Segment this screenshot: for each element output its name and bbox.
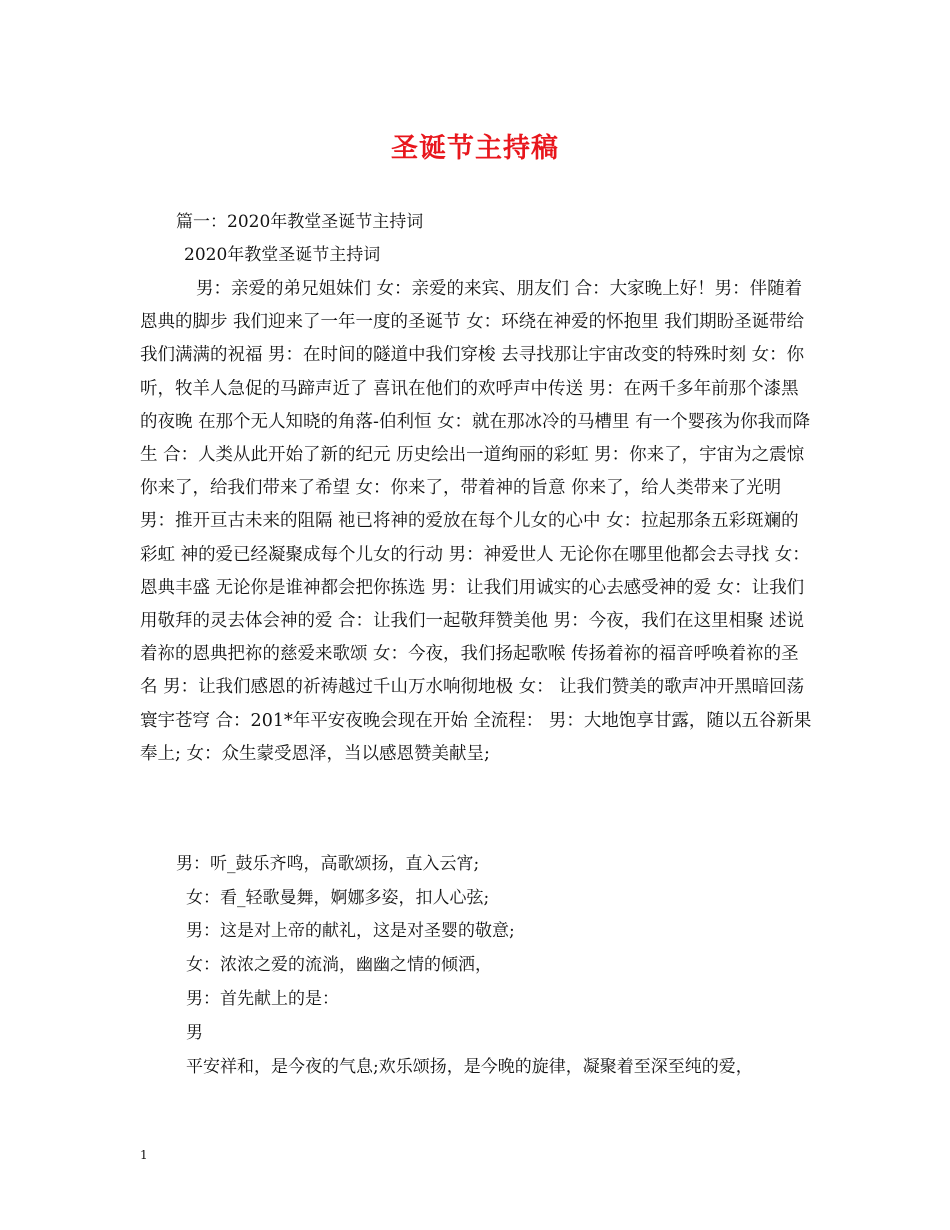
page-number: 1: [140, 1148, 148, 1162]
script-line: 平安祥和，是今夜的气息;欢乐颂扬，是今晚的旋律，凝聚着至深至纯的爱，: [186, 1057, 753, 1077]
sub-heading: 2020年教堂圣诞节主持词: [184, 245, 381, 265]
script-line: 男：听_鼓乐齐鸣，高歌颂扬，直入云宵;: [176, 854, 480, 874]
script-line: 男: [186, 1023, 203, 1043]
script-line: 男：首先献上的是：: [186, 989, 339, 1009]
script-line: 男：这是对上帝的献礼，这是对圣婴的敬意;: [186, 921, 515, 941]
script-line: 女：看_轻歌曼舞，婀娜多姿，扣人心弦;: [186, 888, 490, 908]
section-heading: 篇一：2020年教堂圣诞节主持词: [176, 212, 424, 232]
document-title: 圣诞节主持稿: [391, 133, 559, 164]
body-paragraph: 男：亲爱的弟兄姐妹们 女：亲爱的来宾、朋友们 合：大家晚上好！男：伴随着恩典的脚步 我们迎来了一年一度的圣诞节 女：环绕在神爱的怀抱里 我们期盼圣诞带给我们满满的祝福 男：在时间的隧道中我们穿梭 去寻找那让宇宙改变的特殊时刻 女：你听，牧羊人急促的马蹄声近了 喜讯在他们的欢呼声中传送 男：在两千多年前那个漆黑的夜晚 在那个无人知晓的角落-伯利恒 女：就在那冰冷的马槽里 有一个婴孩为你我而降生 合：人类从此开始了新的纪元 历史绘出一道绚丽的彩虹 男：你来了，宇宙为之震惊 你来了，给我们带来了希望 女：你来了，带着神的旨意 你来了，给人类带来了光明 男：推开亘古未来的阻隔 祂已将神的爱放在每个儿女的心中 女：拉起那条五彩斑斓的彩虹 神的爱已经凝聚成每个儿女的行动 男：神爱世人 无论你在哪里他都会去寻找 女：恩典丰盛 无论你是谁神都会把你拣选 男：让我们用诚实的心去感受神的爱 女：让我们用敬拜的灵去体会神的爱 合：让我们一起敬拜赞美他 男：今夜，我们在这里相聚 述说着祢的恩典把祢的慈爱来歌颂 女：今夜，我们扬起歌喉 传扬着祢的福音呼唤着祢的圣名 男：让我们感恩的祈祷越过千山万水响彻地极 女： 让我们赞美的歌声冲开黑暗回荡寰宇苍穹 合：201*年平安夜晚会现在开始 全流程： 男：大地饱享甘露，随以五谷新果奉上; 女：众生蒙受恩泽，当以感恩赞美献呈;: [140, 279, 812, 764]
script-line: 女：浓浓之爱的流淌，幽幽之情的倾洒，: [186, 955, 492, 975]
